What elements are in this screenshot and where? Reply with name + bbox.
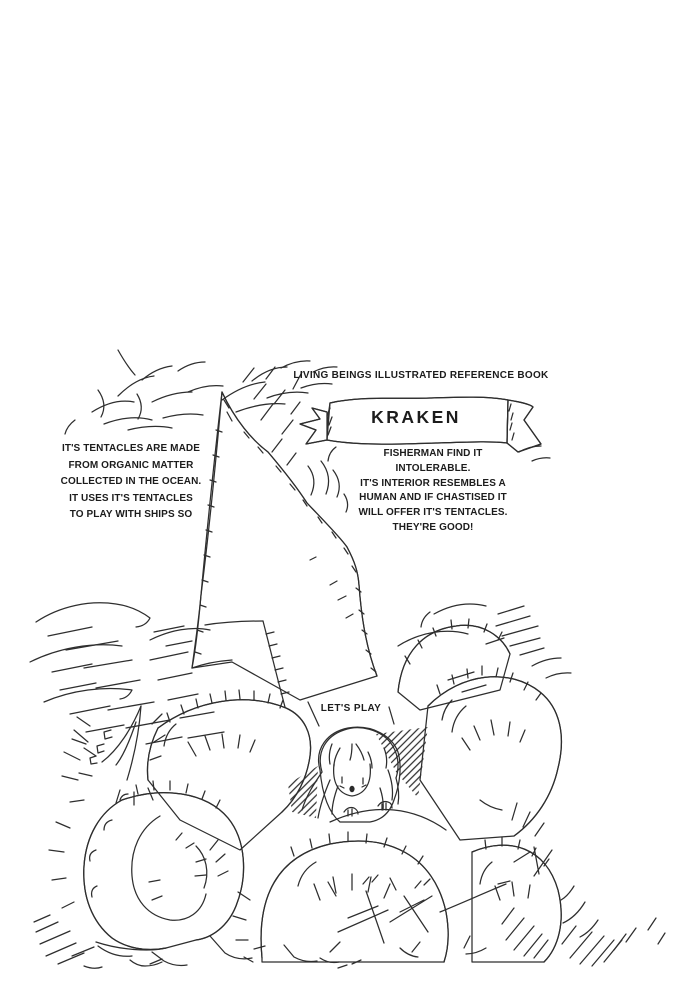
caption-right-line: INTOLERABLE. — [395, 462, 471, 474]
caption-left-line: TO PLAY WITH SHIPS SO — [69, 509, 193, 521]
speech-lets-play: LET'S PLAY — [320, 703, 382, 714]
caption-right-line: IT'S INTERIOR RESEMBLES A — [360, 477, 506, 489]
tentacle-gap-shadows — [288, 727, 428, 818]
caption-right — [323, 447, 543, 536]
caption-left-line: FROM ORGANIC MATTER — [68, 459, 194, 471]
caption-left — [40, 441, 222, 524]
caption-right-line: WILL OFFER IT'S TENTACLES. — [358, 507, 508, 519]
floating-debris — [466, 803, 665, 966]
caption-left-line: IT USES IT'S TENTACLES — [69, 492, 193, 504]
sfx-strokes — [328, 875, 506, 957]
capsized-sail — [192, 392, 377, 707]
caption-left-line: COLLECTED IN THE OCEAN. — [60, 476, 202, 488]
ocean-waves-left — [30, 603, 224, 744]
caption-right-line: THEY'RE GOOD! — [392, 521, 474, 533]
ocean-waves-bottom — [34, 915, 361, 968]
caption-right-line: HUMAN AND IF CHASTISED IT — [359, 492, 507, 504]
caption-right-line: FISHERMAN FIND IT — [383, 448, 483, 459]
caption-left-line: IT'S TENTACLES ARE MADE — [61, 443, 200, 454]
kraken-title: KRAKEN — [371, 407, 461, 427]
reference-book-header: LIVING BEINGS ILLUSTRATED REFERENCE BOOK — [293, 370, 549, 381]
ocean-waves-right — [398, 604, 571, 692]
